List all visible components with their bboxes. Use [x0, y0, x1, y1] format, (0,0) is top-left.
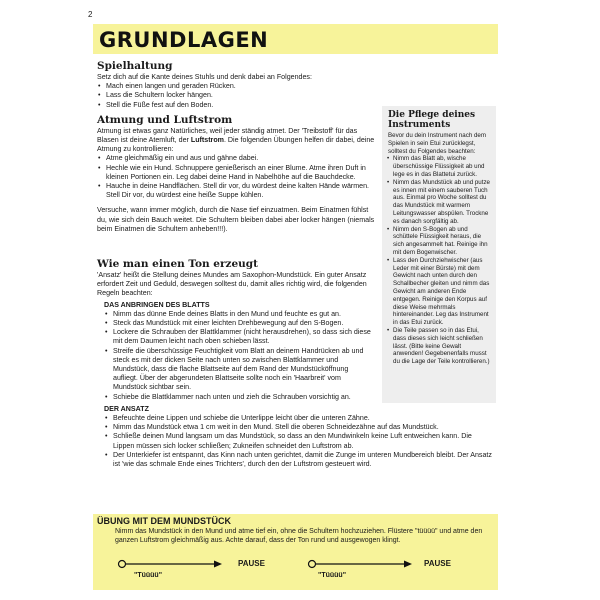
breath-timeline-1 — [118, 557, 223, 571]
breath-timeline-2 — [308, 557, 413, 571]
list-item: • Schiebe die Blattklammer nach unten und zieh die Schrauben vorsichtig an. — [104, 393, 374, 402]
list-item: • Stell die Füße fest auf den Boden. — [97, 101, 375, 110]
exercise-heading: ÜBUNG MIT DEM MUNDSTÜCK — [97, 516, 231, 526]
spielhaltung-intro: Setz dich auf die Kante deines Stuhls und denk dabei an Folgendes: — [97, 73, 312, 81]
atmung-intro-text-end: . Die folgenden Übungen helfen dir dabei, deine Atmung zu kontrollieren: — [97, 136, 375, 154]
page-title: GRUNDLAGEN — [99, 28, 269, 52]
sidebar-heading: Die Pflege deines Instruments — [388, 110, 476, 130]
list-item: • Hechle wie ein Hund. Schnuppere genießerisch an einer Blume. Atme ihren Duft in kleinen Portionen ein. Leg dabei deine Hand in Nabelhöhe auf die Bauchdecke. — [97, 164, 375, 182]
list-item: • Der Unterkiefer ist entspannt, das Kinn nach unten gerichtet, damit die Zunge im unteren Mundbereich bleibt. Der Ansatz ist 'wie das schmale Ende eines Trichters', durch den der Luftstrom gesteuert wird. — [104, 451, 494, 469]
list-item: • Nimm das Mundstück ab und putze es innen mit einem sauberen Tuch aus. Einmal pro Woche solltest du das Mundstück mit warmem Leitungswasser abspülen. Trockne es danach sorgfältig ab. — [386, 179, 492, 226]
atmung-intro — [97, 127, 375, 155]
timeline-arrow-icon — [308, 557, 413, 571]
list-item: • Nimm das Blatt ab, wische überschüssige Flüssigkeit ab und lege es in das Blattetui zurück. — [386, 155, 492, 178]
subheading-blatt: DAS ANBRINGEN DES BLATTS — [104, 300, 210, 309]
sound-label-2: "Tüüüü" — [318, 572, 347, 579]
list-item: • Lockere die Schrauben der Blattklammer (nicht herausdrehen), so dass sich diese mit dem Daumen leicht nach oben schieben lässt. — [104, 328, 374, 346]
list-item: • Lass den Durchziehwischer (aus Leder mit einer Bürste) mit dem Gewicht nach unten durch den Schallbecher gleiten und nimm das Gewicht am anderen Ende entgegen. Reinige den Korpus auf diese Weise mehrmals hintereinander. Leg das Instrument in das Etui zurück. — [386, 257, 492, 327]
pause-label-1: PAUSE — [238, 559, 265, 568]
ton-intro: 'Ansatz' heißt die Stellung deines Mundes am Saxophon-Mundstück. Ein guter Ansatz erfordert Zeit und Geduld, deswegen solltest du, damit alles richtig wird, die folgenden Regeln beachten: — [97, 271, 367, 298]
timeline-arrow-icon — [118, 557, 223, 571]
spielhaltung-list — [97, 82, 375, 110]
sound-label-1: "Tüüüü" — [134, 572, 163, 579]
atmung-intro-bold: Luftstrom — [190, 136, 224, 145]
atmung-list — [97, 154, 375, 200]
atmung-intro-text: Atmung ist etwas ganz Natürliches, weil jeder ständig atmet. Der 'Treibstoff' für das Blasen ist deine Atemluft, der — [97, 126, 358, 145]
list-item: • Befeuchte deine Lippen und schiebe die Unterlippe leicht über die unteren Zähne. — [104, 414, 494, 423]
section-heading-ton: Wie man einen Ton erzeugt — [97, 258, 258, 270]
list-item: • Die Teile passen so in das Etui, dass dieses sich leicht schließen lässt. (Bitte keine Gewalt anwenden! Gegebenenfalls musst du die Lage der Teile kontrollieren.) — [386, 327, 492, 366]
list-item: • Mach einen langen und geraden Rücken. — [97, 82, 375, 91]
sidebar-intro: Bevor du dein Instrument nach dem Spielen in sein Etui zurücklegst, solltest du Folgendes beachten: — [388, 132, 487, 155]
pause-label-2: PAUSE — [424, 559, 451, 568]
list-item: • Hauche in deine Handflächen. Stell dir vor, du würdest deine kalten Hände wärmen. Stell Dir vor, du würdest eine heiße Suppe kühlen. — [97, 182, 375, 200]
list-item: • Steck das Mundstück mit einer leichten Drehbewegung auf den S-Bogen. — [104, 319, 374, 328]
section-heading-atmung: Atmung und Luftstrom — [97, 113, 233, 126]
main-column — [97, 60, 375, 234]
section-heading-spielhaltung: Spielhaltung — [97, 60, 173, 72]
exercise-text: Nimm das Mundstück in den Mund und atme tief ein, ohne die Schultern hochzuziehen. Flüstere "tüüüü" und atme den ganzen Luftstrom gleichmäßig aus. Achte darauf, dass der Ton rund und ausgewogen klingt. — [115, 528, 483, 544]
care-sidebar — [382, 106, 496, 403]
blatt-list — [104, 310, 374, 402]
sidebar-list — [382, 155, 496, 366]
subheading-ansatz: DER ANSATZ — [104, 404, 149, 413]
list-item: • Atme gleichmäßig ein und aus und gähne dabei. — [97, 154, 375, 163]
list-item: • Streife die überschüssige Feuchtigkeit vom Blatt an deinem Handrücken ab und steck es mit der dicken Seite nach unten so zwischen Blattklammer und Mundstück, dass die flache Blattseite auf dem Rand der Mundstücköffnung aufliegt. Über der abgerundeten Blattseite sollte noch ein 'Haarbreit' vom Mundstück sichtbar sein. — [104, 347, 374, 393]
list-item: • Nimm den S-Bogen ab und schüttele Flüssigkeit heraus, die sich angesammelt hat. Reinige ihn mit dem Bogenwischer. — [386, 226, 492, 257]
ansatz-list — [104, 414, 494, 469]
list-item: • Nimm das Mundstück etwa 1 cm weit in den Mund. Stell die oberen Schneidezähne auf das Mundstück. — [104, 423, 494, 432]
list-item: • Lass die Schultern locker hängen. — [97, 91, 375, 100]
atmung-note: Versuche, wann immer möglich, durch die Nase tief einzuatmen. Beim Einatmen fühlst du, wie sich dein Bauch weitet. Die Schultern bleiben dabei aber locker hängen (niemals beim Einatmen die Schultern anheben!!!). — [97, 206, 375, 233]
page-number: 2 — [88, 10, 93, 19]
list-item: • Schließe deinen Mund langsam um das Mundstück, so dass an den Mundwinkeln keine Luft entweichen kann. Die Lippen müssen sich locker schließen; Zukneifen schneidet den Luftstrom ab. — [104, 432, 494, 450]
list-item: • Nimm das dünne Ende deines Blatts in den Mund und feuchte es gut an. — [104, 310, 374, 319]
